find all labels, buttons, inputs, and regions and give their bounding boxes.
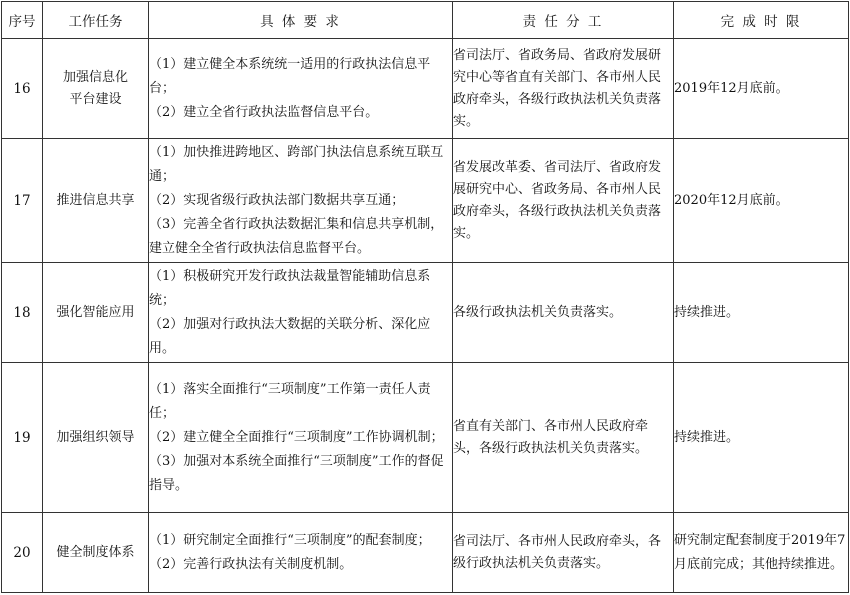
requirement-item: （3）加强对本系统全面推行“三项制度”工作的督促指导。	[149, 453, 444, 493]
header-no: 序号	[2, 2, 43, 39]
row-responsibility: 各级行政执法机关负责落实。	[453, 263, 674, 363]
row-task	[43, 263, 149, 363]
row-deadline: 持续推进。	[674, 363, 849, 513]
row-number: 19	[2, 363, 43, 513]
requirement-item: （1）落实全面推行“三项制度”工作第一责任人责任；	[149, 381, 431, 421]
header-deadline: 完 成 时 限	[674, 2, 849, 39]
row-responsibility: 省直有关部门、各市州人民政府牵头，各级行政执法机关负责落实。	[453, 363, 674, 513]
row-requirements	[149, 513, 453, 593]
header-responsibility: 责 任 分 工	[453, 2, 674, 39]
row-task	[43, 39, 149, 139]
row-task-line: 加强信息化	[62, 69, 128, 85]
requirement-item: （1）研究制定全面推行“三项制度”的配套制度；	[149, 532, 431, 548]
row-task	[43, 513, 149, 593]
table-row	[2, 139, 849, 263]
table-row	[2, 513, 849, 593]
row-deadline: 持续推进。	[674, 263, 849, 363]
requirement-item: （2）加强对行政执法大数据的关联分析、深化应用。	[149, 316, 431, 356]
row-responsibility: 省司法厅、各市州人民政府牵头，各级行政执法机关负责落实。	[453, 513, 674, 593]
header-task: 工作任务	[43, 2, 149, 39]
task-table	[1, 1, 849, 593]
row-deadline: 2019年12月底前。	[674, 39, 849, 139]
requirement-item: （2）完善行政执法有关制度机制。	[149, 556, 353, 572]
row-task	[43, 139, 149, 263]
row-deadline: 2020年12月底前。	[674, 139, 849, 263]
row-number: 16	[2, 39, 43, 139]
row-responsibility: 省发展改革委、省司法厅、省政府发展研究中心、省政务局、各市州人民政府牵头，各级行政执法机关负责落实。	[453, 139, 674, 263]
row-requirements	[149, 263, 453, 363]
requirement-item: （1）积极研究开发行政执法裁量智能辅助信息系统；	[149, 268, 431, 308]
table-row	[2, 39, 849, 139]
row-task-line: 平台建设	[69, 91, 122, 107]
table-row	[2, 263, 849, 363]
requirement-item: （2）建立全省行政执法监督信息平台。	[149, 104, 379, 120]
row-responsibility: 省司法厅、省政务局、省政府发展研究中心等省直有关部门、各市州人民政府牵头，各级行政执法机关负责落实。	[453, 39, 674, 139]
row-task-line: 推进信息共享	[56, 192, 135, 208]
table-row	[2, 363, 849, 513]
requirement-item: （2）建立健全全面推行“三项制度”工作协调机制；	[149, 429, 444, 445]
row-requirements	[149, 363, 453, 513]
row-number: 20	[2, 513, 43, 593]
header-row	[2, 2, 849, 39]
row-task	[43, 363, 149, 513]
requirement-item: （3）完善全省行政执法数据汇集和信息共享机制，建立健全全省行政执法信息监督平台。	[149, 216, 444, 256]
row-task-line: 强化智能应用	[56, 304, 135, 320]
row-task-line: 加强组织领导	[56, 429, 135, 445]
row-task-line: 健全制度体系	[56, 544, 135, 560]
row-requirements	[149, 39, 453, 139]
requirement-item: （1）加快推进跨地区、跨部门执法信息系统互联互通；	[149, 144, 444, 184]
row-number: 18	[2, 263, 43, 363]
row-number: 17	[2, 139, 43, 263]
header-requirements: 具 体 要 求	[149, 2, 453, 39]
requirement-item: （1）建立健全本系统统一适用的行政执法信息平台；	[149, 56, 431, 96]
requirement-item: （2）实现省级行政执法部门数据共享互通；	[149, 192, 405, 208]
row-requirements	[149, 139, 453, 263]
row-deadline: 研究制定配套制度于2019年7月底前完成；其他持续推进。	[674, 513, 849, 593]
